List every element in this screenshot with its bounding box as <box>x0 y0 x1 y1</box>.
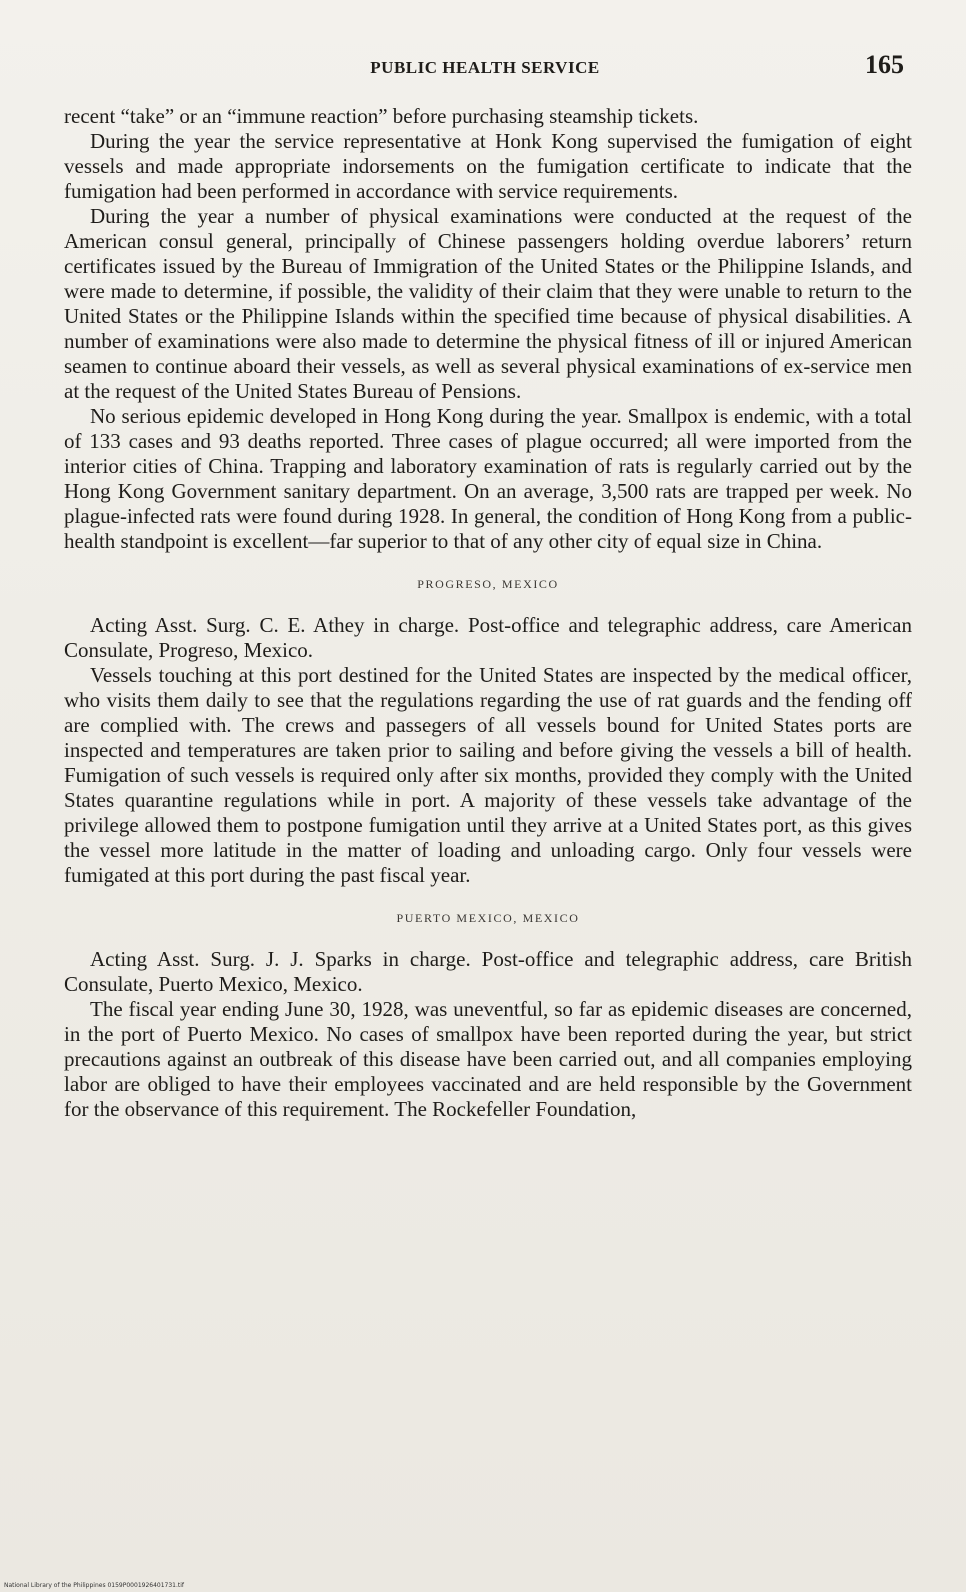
page-number: 165 <box>865 50 904 79</box>
paragraph-fumigation: During the year the service representative at Honk Kong supervised the fumigation of eight vessels and made appropriate indorsements on the fumigation certificate to indicate that the fumigation had been performed in accordance with service requirements. <box>64 129 912 203</box>
section-heading-progreso: PROGRESO, MEXICO <box>417 577 559 591</box>
page-body <box>64 104 912 1122</box>
paragraph-puerto-officer: Acting Asst. Surg. J. J. Sparks in charge. Post-office and telegraphic address, care British Consulate, Puerto Mexico, Mexico. <box>64 947 912 996</box>
paragraph-puerto-fiscal-year: The fiscal year ending June 30, 1928, was uneventful, so far as epidemic diseases are concerned, in the port of Puerto Mexico. No cases of smallpox have been reported during the year, but strict precautions against an outbreak of this disease have been carried out, and all companies employing labor are obliged to have their employees vaccinated and are held responsible by the Government for the observance of this requirement. The Rockefeller Foundation, <box>64 997 912 1121</box>
paragraph-progreso-vessels: Vessels touching at this port destined for the United States are inspected by the medical officer, who visits them daily to see that the regulations regarding the use of rat guards and the fending off are complied with. The crews and passegers of all vessels bound for United States ports are inspected and temperatures are taken prior to sailing and before giving the vessels a bill of health. Fumigation of such vessels is required only after six months, provided they comply with the United States quarantine regulations while in port. A majority of these vessels take advantage of the privilege allowed them to postpone fumigation until they arrive at a United States port, as this gives the vessel more latitude in the matter of loading and unloading cargo. Only four vessels were fumigated at this port during the past fiscal year. <box>64 663 912 887</box>
paragraph-epidemic: No serious epidemic developed in Hong Kong during the year. Smallpox is endemic, with a total of 133 cases and 93 deaths reported. Three cases of plague occurred; all were imported from the interior cities of China. Trapping and laboratory examination of rats is regularly carried out by the Hong Kong Government sanitary department. On an average, 3,500 rats are trapped per week. No plague-infected rats were found during 1928. In general, the condition of Hong Kong from a public-health standpoint is excellent—far superior to that of any other city of equal size in China. <box>64 404 912 553</box>
running-head: PUBLIC HEALTH SERVICE <box>370 58 600 77</box>
page-header <box>60 46 910 86</box>
paragraph-progreso-officer: Acting Asst. Surg. C. E. Athey in charge. Post-office and telegraphic address, care American Consulate, Progreso, Mexico. <box>64 613 912 662</box>
paragraph-examinations: During the year a number of physical examinations were conducted at the request of the American consul general, principally of Chinese passengers holding overdue laborers’ return certificates issued by the Bureau of Immigration of the United States or the Philippine Islands, and were made to determine, if possible, the validity of their claim that they were unable to return to the United States or the Philippine Islands within the specified time because of physical disabilities. A number of examinations were also made to determine the physical fitness of ill or injured American seamen to continue aboard their vessels, as well as several physical examinations of ex-service men at the request of the United States Bureau of Pensions. <box>64 204 912 403</box>
section-heading-puerto-mexico: PUERTO MEXICO, MEXICO <box>396 911 580 925</box>
scan-footer: National Library of the Philippines 0159P0001926401731.tif <box>4 1582 185 1589</box>
paragraph-continuation: recent “take” or an “immune reaction” before purchasing steamship tickets. <box>64 104 699 128</box>
